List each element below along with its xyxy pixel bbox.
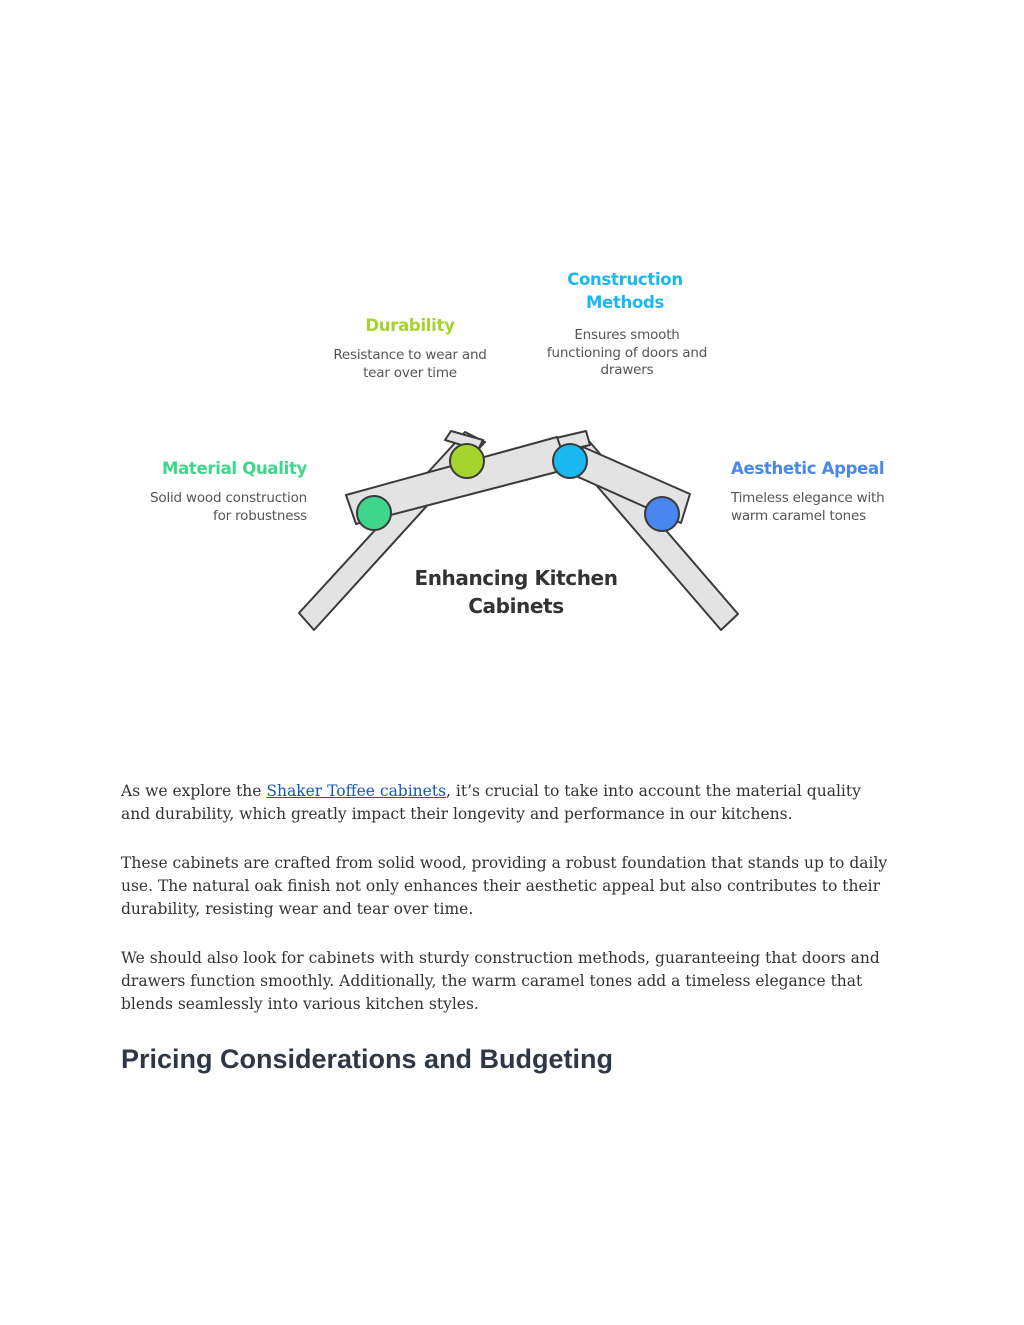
durability-node [450,444,484,478]
aesthetic-appeal-node [645,497,679,531]
construction-methods-title: Construction Methods [567,270,683,312]
material-quality-title: Material Quality [161,459,307,478]
paragraph-construction: We should also look for cabinets with sturdy construction methods, guaranteeing that doors and drawers function smoothly. Additionally, the warm caramel tones add a timeless elegance that blends seamlessly into various kitchen styles. [121,949,880,1013]
aesthetic-appeal-description: Timeless elegance with warm caramel tones [731,490,885,524]
construction-methods-node [553,444,587,478]
article-body [121,780,891,1076]
material-quality-description: Solid wood construction for robustness [150,490,307,524]
diagram-center-title: Enhancing Kitchen Cabinets [414,566,618,618]
shaker-toffee-cabinets-link[interactable]: Shaker Toffee cabinets [266,782,447,800]
intro-text-before-link: As we explore the [121,782,267,800]
paragraph-intro [121,780,891,826]
paragraph-solid-wood: These cabinets are crafted from solid wood, providing a robust foundation that stands up to daily use. The natural oak finish not only enhances their aesthetic appeal but also contributes to their durability, resisting wear and tear over time. [121,854,888,918]
durability-description: Resistance to wear and tear over time [333,347,487,381]
durability-title: Durability [365,316,455,335]
section-heading-pricing: Pricing Considerations and Budgeting [121,1044,614,1074]
construction-methods-description: Ensures smooth functioning of doors and drawers [546,327,708,378]
intro-text-after-link: , it’s crucial to take into account the material quality and durability, which greatly impact their longevity and performance in our kitchens. [121,782,861,823]
aesthetic-appeal-title: Aesthetic Appeal [731,459,885,478]
material-quality-node [357,496,391,530]
